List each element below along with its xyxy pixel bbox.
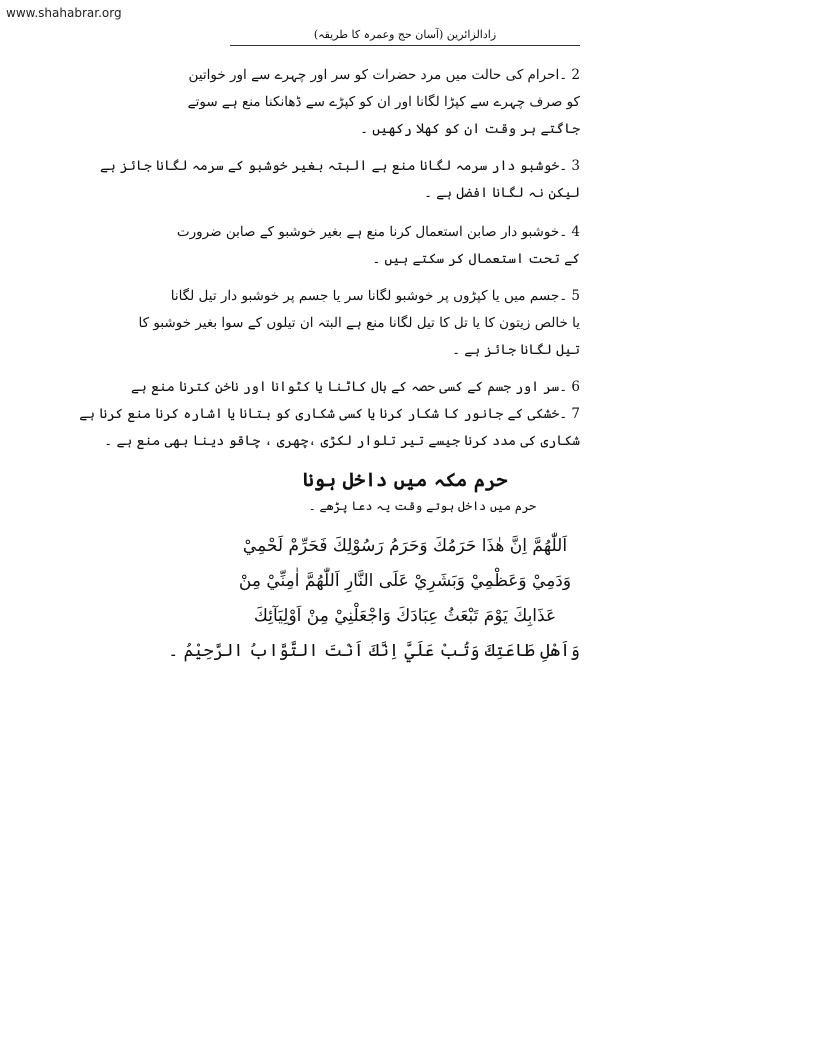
rule-item-2 (187, 62, 580, 143)
text-line: کے تحت استعمال کر سکتے ہیں ۔ (372, 251, 580, 267)
rule-item-3 (100, 153, 580, 207)
dua-line: اَللّٰهُمَّ اِنَّ هٰذَا حَرَمُكَ وَحَرَمُ رَسُوْلِكَ فَحَرِّمْ لَحْمِيْ (242, 536, 568, 556)
text-line: تیل لگانا جائز ہے ۔ (452, 342, 580, 358)
rule-item-5 (138, 283, 580, 364)
rule-item-4 (176, 219, 580, 273)
dua-line: وَدَمِيْ وَعَظْمِيْ وَبَشَرِيْ عَلَى النَّارِ اَللّٰهُمَّ اٰمِنِّيْ مِنْ (238, 571, 572, 591)
text-line: 5 ۔جسم میں یا کپڑوں پر خوشبو لگانا سر یا جسم پر خوشبو دار تیل لگانا (170, 288, 580, 304)
rule-item-7 (79, 401, 580, 455)
dua-line: وَاَهْلِ طَاعَتِكَ وَتُبْ عَلَيَّ اِنَّكَ اَنْتَ التَّوَّابُ الرَّحِيْمُ ۔ (168, 641, 580, 661)
text-line: شکاری کی مدد کرنا جیسے تیر تلوار لکڑی ،چھری ، چاقو دینا بھی منع ہے ۔ (104, 433, 580, 449)
text-line: 7 ۔خشکی کے جانور کا شکار کرنا یا کسی شکاری کو بتانا یا اشارہ کرنا منع کرنا ہے (79, 406, 580, 422)
dua-line: عَذَابِكَ يَوْمَ تَبْعَثُ عِبَادَكَ وَاجْعَلْنِيْ مِنْ اَوْلِيَآئِكَ (253, 606, 557, 626)
text-line: کو صرف چہرے سے کپڑا لگانا اور ان کو کپڑے سے ڈھانکنا منع ہے سوتے (187, 94, 580, 110)
arabic-dua (168, 529, 580, 669)
site-watermark: www.shahabrar.org (6, 6, 122, 20)
text-line: 3 ۔خوشبو دار سرمہ لگانا منع ہے البتہ بغیر خوشبو کے سرمہ لگانا جائز ہے (100, 158, 580, 174)
section-heading: حرم مکہ میں داخل ہونا (302, 469, 508, 491)
text-line: جاگتے ہر وقت ان کو کھلا رکھیں ۔ (360, 121, 580, 137)
running-head: زادالزائرین (آسان حج وعمرہ کا طریقہ) (230, 28, 580, 46)
text-line: 4 ۔خوشبو دار صابن استعمال کرنا منع ہے بغیر خوشبو کے صابن ضرورت (176, 224, 580, 240)
rule-item-6 (130, 374, 580, 401)
text-line: 2 ۔احرام کی حالت میں مرد حضرات کو سر اور چہرے سے اور خواتین (188, 67, 580, 83)
dua-intro: حرم میں داخل ہوتے وقت یہ دعا پڑھے ۔ (308, 499, 536, 513)
text-line: یا خالص زیتون کا یا تل کا تیل لگانا منع ہے البتہ ان تیلوں کے سوا بغیر خوشبو کا (138, 315, 580, 331)
text-line: لیکن نہ لگانا افضل ہے ۔ (424, 185, 580, 201)
book-page (79, 28, 580, 669)
text-line: 6 ۔سر اور جسم کے کسی حصہ کے بال کاٹنا یا کٹوانا اور ناخن کترنا منع ہے (130, 379, 580, 395)
